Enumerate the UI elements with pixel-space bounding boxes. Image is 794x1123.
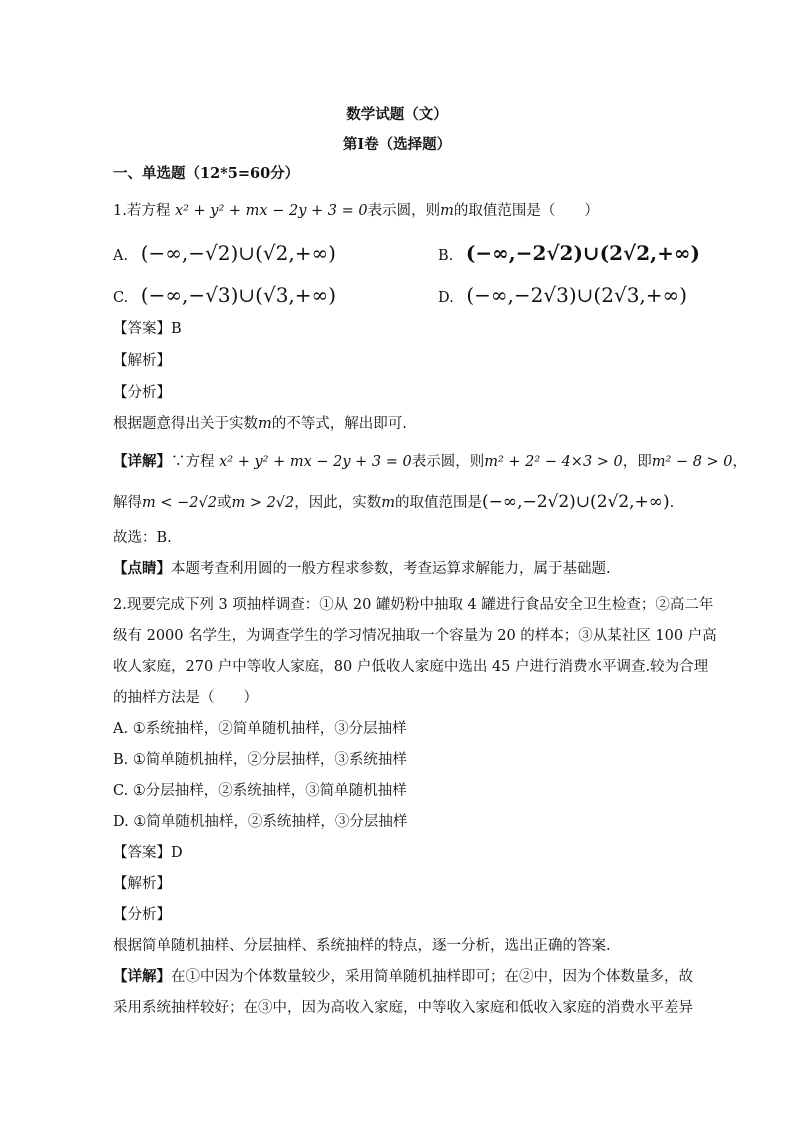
q1-solve-inequality-1: m < −2√2 [142, 495, 217, 511]
q1-option-a-label: A. [113, 248, 129, 264]
q1-option-c-label: C. [113, 290, 129, 306]
q1-fenxi-var: m [258, 416, 272, 432]
q1-detail-label: 【详解】 [113, 453, 171, 470]
q2-detail-line-2: 采用系统抽样较好；在③中，因为高收入家庭，中等收入家庭和低收入家庭的消费水平差异 [113, 1000, 693, 1016]
q1-comment [113, 558, 611, 580]
q1-fenxi-text-a: 根据题意得出关于实数 [113, 416, 258, 432]
q1-comment-text: 本题考查利用圆的一般方程求参数，考查运算求解能力，属于基础题. [171, 561, 611, 577]
q2-option-b: B. ①简单随机抽样，②分层抽样，③系统抽样 [113, 752, 407, 768]
q1-answer: 【答案】B [113, 321, 182, 337]
q2-jiexi: 【解析】 [113, 876, 171, 892]
q1-solve-var: m [381, 495, 396, 511]
q1-detail-c: ，即 [622, 454, 652, 470]
q1-detail-a: ∵方程 [171, 454, 220, 470]
exam-title: 数学试题（文） [346, 106, 448, 123]
q1-solve-b: 或 [216, 495, 232, 511]
q1-fenxi: 【分析】 [113, 385, 171, 401]
q2-detail-line-1 [113, 966, 693, 988]
q2-fenxi-text: 根据简单随机抽样、分层抽样、系统抽样的特点，逐一分析，选出正确的答案. [113, 938, 611, 954]
q1-option-b-label: B. [438, 248, 454, 264]
q1-option-a-text: (−∞,−√2)∪(√2,+∞) [140, 241, 336, 265]
q1-option-d-text: (−∞,−2√3)∪(2√3,+∞) [466, 283, 687, 307]
q1-option-d-label: D. [438, 290, 454, 306]
q1-option-a [113, 242, 336, 267]
q1-fenxi-text [113, 413, 407, 435]
q1-fenxi-text-b: 的不等式，解出即可. [271, 416, 407, 432]
q2-stem-line-2: 级有 2000 名学生，为调查学生的学习情况抽取一个容量为 20 的样本；③从某社区 100 户高 [113, 628, 717, 644]
q1-stem-end: 的取值范围是（ ） [453, 203, 599, 219]
q1-choose: 故选：B. [113, 530, 172, 546]
q2-option-a: A. ①系统抽样，②简单随机抽样，③分层抽样 [113, 721, 407, 737]
q1-solution [113, 491, 674, 514]
q2-detail-label: 【详解】 [113, 968, 171, 985]
q1-detail-d: ， [732, 454, 748, 470]
q1-stem-var: m [440, 203, 454, 219]
q2-detail-text-1: 在①中因为个体数量较少，采用简单随机抽样即可；在②中，因为个体数量多，故 [171, 969, 693, 985]
q1-solve-a: 解得 [113, 495, 142, 511]
q2-option-c: C. ①分层抽样，②系统抽样，③简单随机抽样 [113, 783, 407, 799]
q1-solve-d: 的取值范围是 [395, 495, 483, 511]
q1-stem-suffix: 表示圆，则 [367, 203, 441, 219]
exam-part-title: 第Ⅰ卷（选择题） [342, 136, 452, 153]
q2-stem-line-4: 的抽样方法是（ ） [113, 690, 258, 706]
q2-fenxi: 【分析】 [113, 907, 171, 923]
q1-option-b [438, 242, 700, 267]
q1-option-d [438, 284, 687, 309]
q1-solve-inequality-2: m > 2√2 [231, 495, 295, 511]
q1-option-c [113, 284, 336, 309]
q1-stem-prefix: 1.若方程 [113, 203, 175, 219]
q1-solve-range: (−∞,−2√2)∪(2√2,+∞) [482, 492, 670, 512]
q1-detail-inequality-1: m² + 2² − 4×3 > 0 [484, 454, 623, 470]
q1-stem [113, 200, 599, 222]
q2-option-d: D. ①简单随机抽样，②系统抽样，③分层抽样 [113, 814, 408, 830]
q1-solve-e: . [669, 495, 675, 511]
q1-detail-inequality-2: m² − 8 > 0 [651, 454, 733, 470]
section-heading: 一、单选题（12*5=60分） [113, 165, 300, 182]
q1-stem-equation: x² + y² + mx − 2y + 3 = 0 [174, 203, 368, 219]
q1-solve-c: ，因此，实数 [294, 495, 382, 511]
q1-comment-label: 【点睛】 [113, 560, 171, 577]
q1-option-b-text: (−∞,−2√2)∪(2√2,+∞) [465, 241, 700, 265]
q1-jiexi: 【解析】 [113, 353, 171, 369]
q1-option-c-text: (−∞,−√3)∪(√3,+∞) [140, 283, 337, 307]
q1-detail-b: 表示圆，则 [411, 454, 485, 470]
q2-stem-line-3: 收人家庭，270 户中等收人家庭，80 户低收人家庭中选出 45 户进行消费水平调查.较为合理 [113, 659, 709, 675]
q1-detail-equation: x² + y² + mx − 2y + 3 = 0 [219, 454, 412, 470]
q1-detail [113, 451, 747, 473]
q2-stem-line-1: 2.现要完成下列 3 项抽样调查：①从 20 罐奶粉中抽取 4 罐进行食品安全卫生检查；②高二年 [113, 597, 714, 613]
q2-answer: 【答案】D [113, 845, 183, 861]
